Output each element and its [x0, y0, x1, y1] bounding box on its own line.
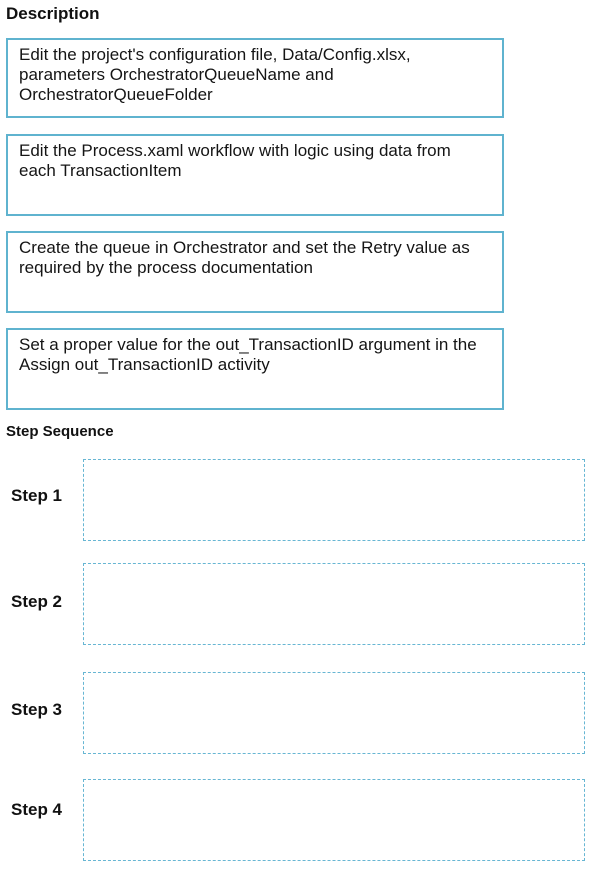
step-label-1: Step 1: [11, 486, 63, 505]
description-card-transaction-id[interactable]: [6, 328, 504, 410]
description-card-text: Set a proper value for the out_TransactionID argument in the Assign out_TransactionID activity: [19, 335, 477, 374]
description-card-text: Edit the project's configuration file, Data/Config.xlsx, parameters OrchestratorQueueName and OrchestratorQueueFolder: [19, 45, 411, 104]
step-3-drop-zone[interactable]: [83, 672, 585, 754]
step-label-4: Step 4: [11, 800, 63, 819]
step-label-2: Step 2: [11, 592, 63, 611]
description-card-process-workflow[interactable]: [6, 134, 504, 216]
description-card-text: Create the queue in Orchestrator and set the Retry value as required by the process documentation: [19, 238, 470, 277]
description-card-text: Edit the Process.xaml workflow with logic using data from each TransactionItem: [19, 141, 451, 180]
description-card-create-queue[interactable]: [6, 231, 504, 313]
description-heading: Description: [6, 4, 100, 23]
step-sequence-heading: Step Sequence: [6, 423, 114, 440]
step-1-drop-zone[interactable]: [83, 459, 585, 541]
step-4-drop-zone[interactable]: [83, 779, 585, 861]
step-label-3: Step 3: [11, 700, 63, 719]
step-2-drop-zone[interactable]: [83, 563, 585, 645]
description-card-config-file[interactable]: [6, 38, 504, 118]
